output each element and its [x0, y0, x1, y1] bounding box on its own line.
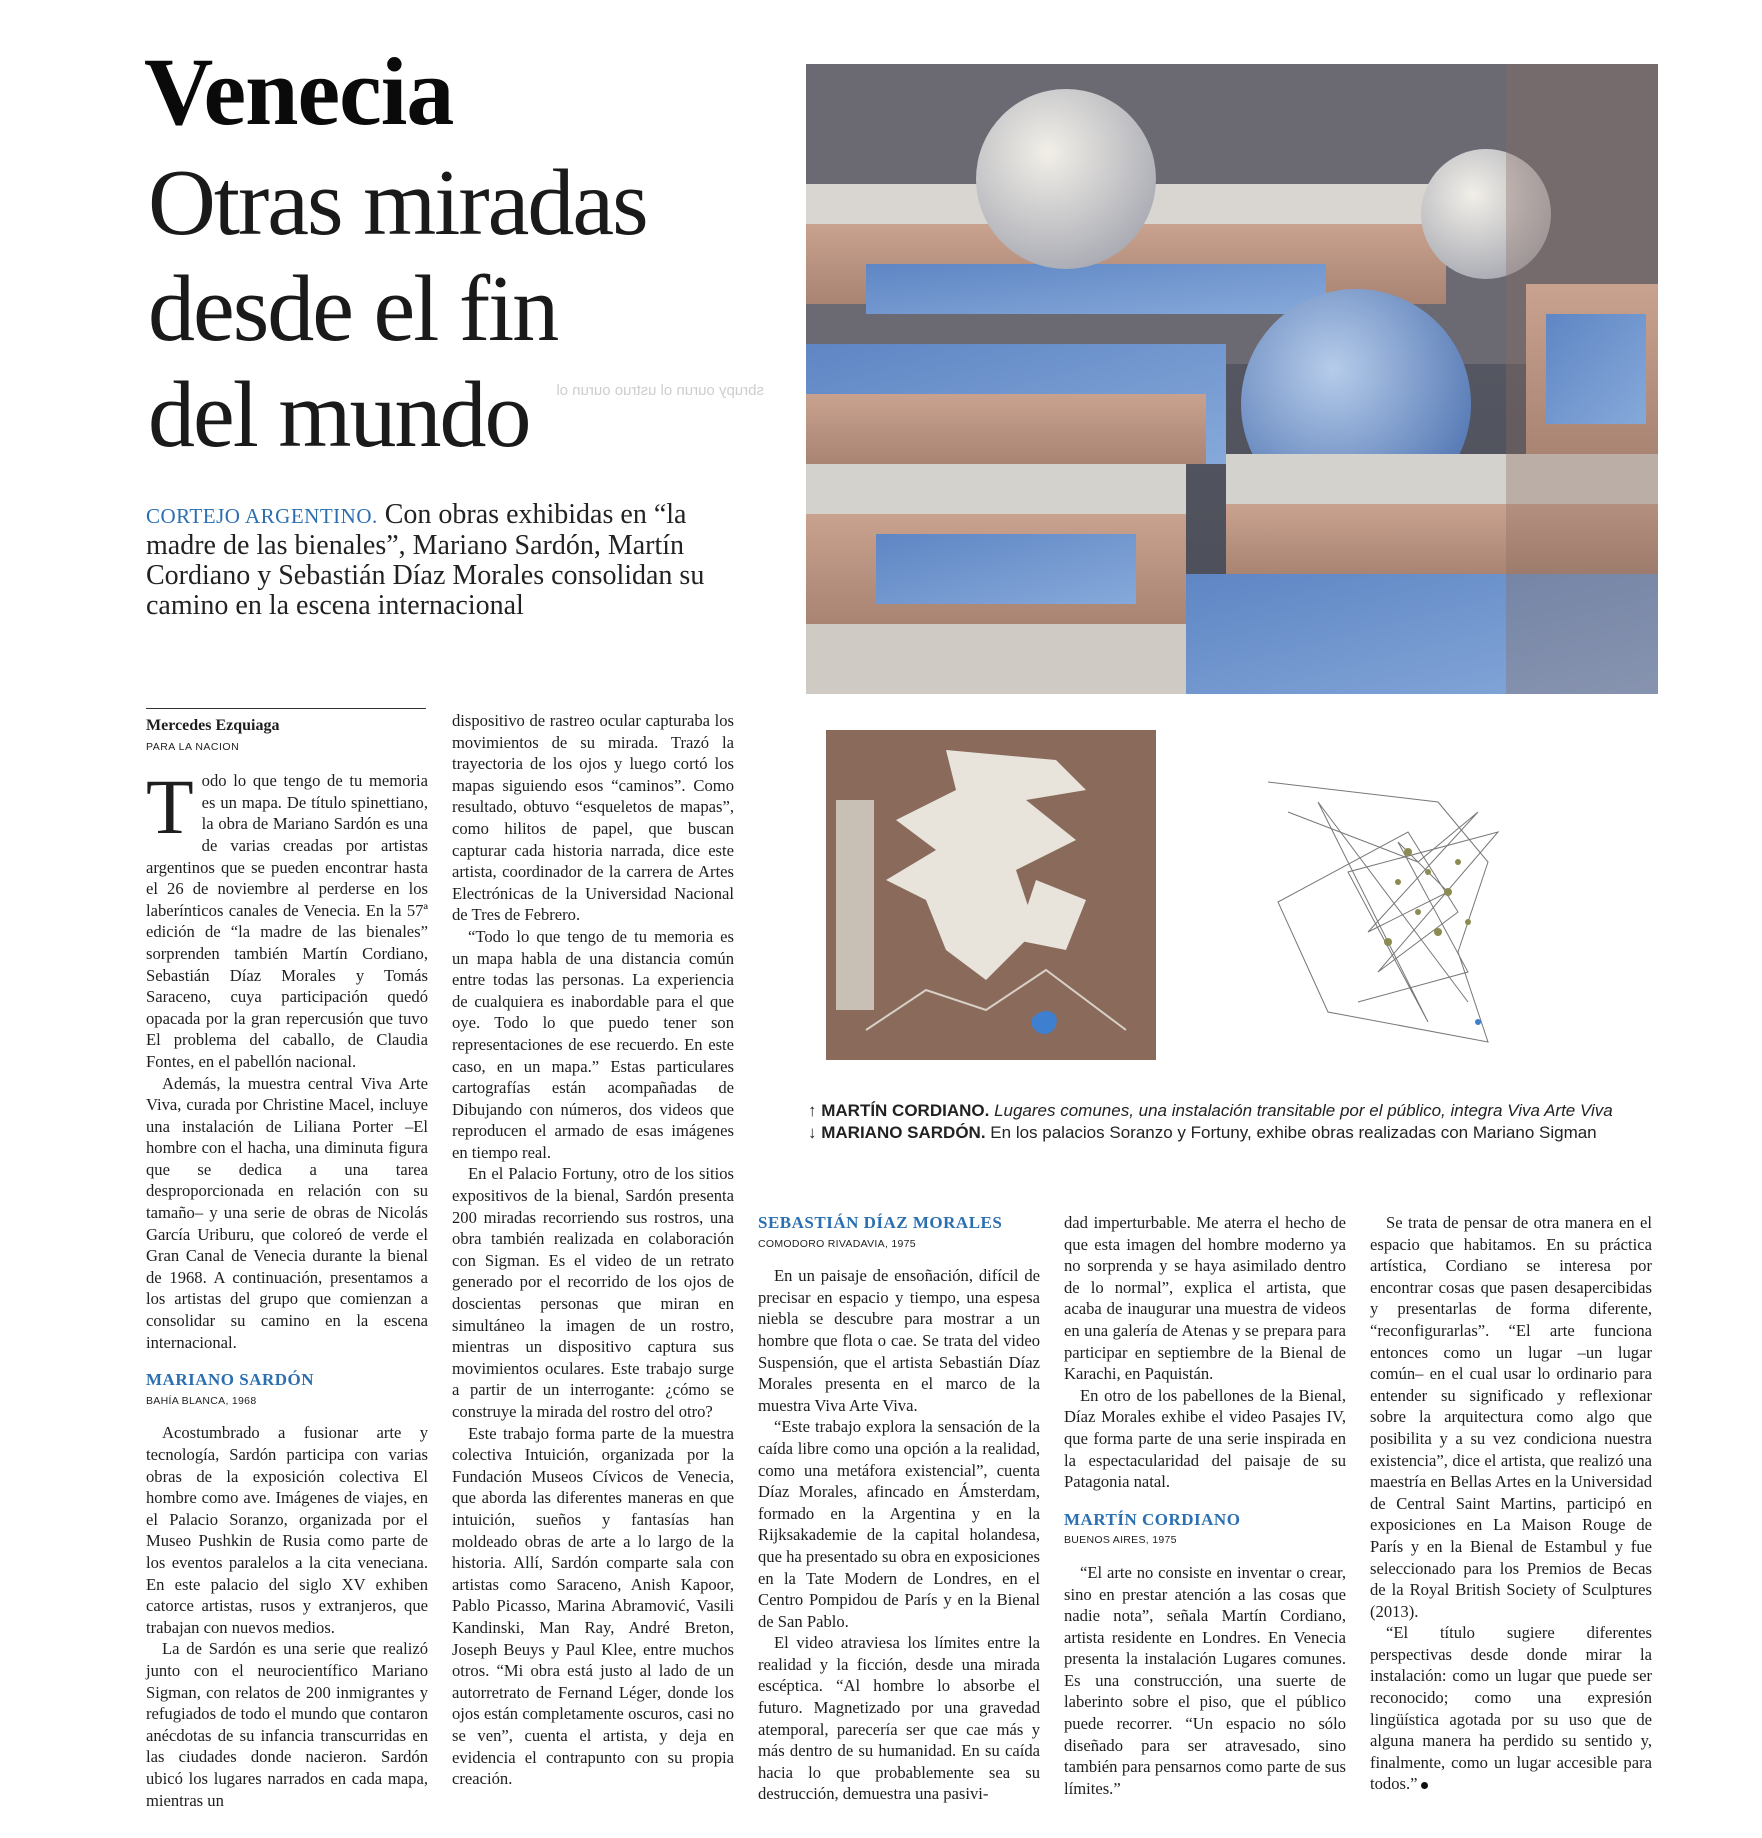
caption-sardon [808, 1122, 1688, 1144]
col4-p2: En otro de los pabellones de la Bienal, Díaz Morales exhibe el video Pasajes IV, que forma parte de una serie inspirada en la espectacularidad del paisaje de su Patagonia natal. [1064, 1385, 1346, 1492]
deck-text: Con obras exhibidas en “la madre de las bienales”, Mariano Sardón, Martín Cordiano y Sebastián Díaz Morales consolidan su camino en la escena internacional [146, 499, 705, 621]
col4-p1: dad imperturbable. Me aterra el hecho de que esta imagen del hombre moderno ya no sorprenda y se haya asimilado dentro de lo normal”, explica el artista, que acaba de inaugurar una muestra de videos en una galería de Atenas y se prepara para participar en septiembre de la Bienal de Karachi, en Paquistán. [1064, 1213, 1346, 1384]
section-heading-diaz-morales: SEBASTIÁN DÍAZ MORALES [758, 1213, 1003, 1232]
headline-line-2: desde el fin [148, 257, 558, 361]
photo-lugares-comunes [806, 64, 1658, 694]
col3-p2: “Este trabajo explora la sensación de la caída libre como una opción a la realidad, como una metáfora existencial”, cuenta Díaz Morales, afincado en Ámsterdam, formado en la Argentina y en la Rijksakademie de la capital holandesa, que ha presentado su obra en exposiciones en la Tate Modern de Londres, en el Centro Pompidou de París y en la Bienal de San Pablo. [758, 1417, 1041, 1631]
caption-sardon-name: ↓ MARIANO SARDÓN. [808, 1123, 986, 1142]
col1-p2: Además, la muestra central Viva Arte Viva, curada por Christine Macel, incluye una instalación de Liliana Porter –El hombre con el hacha, una diminuta figura que se dedica a una tarea desproporcionada en relación con su tamaño– y una serie de obras de Nicolás García Uriburu, que coloreó de verde el Gran Canal de Venecia durante la bienal de 1968. A continuación, presentamos a los artistas del grupo que comienzan a consolidar su camino en la escena internacional. [146, 1073, 428, 1352]
end-mark-icon [1421, 1782, 1428, 1789]
section-sub-cordiano: BUENOS AIRES, 1975 [1064, 1534, 1177, 1547]
lead-paragraph [146, 763, 428, 1072]
column-3 [758, 1212, 1040, 1805]
drop-cap: T [146, 763, 194, 851]
caption-sardon-text: En los palacios Soranzo y Fortuny, exhibe obras realizadas con Mariano Sigman [990, 1123, 1597, 1142]
headline-line-3: del mundo [148, 363, 530, 467]
col2-p1: dispositivo de rastreo ocular capturaba los movimientos de su mirada. Trazó la trayectoria de los ojos y luego cortó los mapas siguiendo esos “caminos”. Como resultado, obtuvo “esqueletos de mapas”, como hilitos de papel, que buscan capturar cada historia narrada, dice este artista, coordinador de la carrera de Artes Electrónicas de la Universidad Nacional de Tres de Febrero. [452, 711, 734, 925]
deck-label: CORTEJO ARGENTINO. [146, 504, 378, 528]
photo-sardon-map [826, 730, 1156, 1060]
deck [146, 500, 706, 621]
byline-credit: PARA LA NACION [146, 740, 240, 753]
col5-p1: Se trata de pensar de otra manera en el espacio que habitamos. En su práctica artística, Cordiano se interesa por encontrar cosas que pasen desapercibidas y presentarlas de forma diferente, “reconfigurarlas”. “El arte funciona entonces como un lugar –un lugar común– en el cual usar lo ordinario para entender su significado y reflexionar sobre la arquitectura como algo que posibilita y a su vez condiciona nuestra existencia”, dice el artista, que realizó una maestría en Bellas Artes en la Universidad de Central Saint Martins, participó en exposiciones en La Maison Rouge de París y en la Bienal de Estambul y fue seleccionado para los Premios de Becas de la Royal British Society of Sculptures (2013). [1370, 1213, 1653, 1621]
headline-line-1: Otras miradas [148, 151, 647, 255]
col2-p2: “Todo lo que tengo de tu memoria es un mapa habla de una distancia común entre todas las personas. La experiencia de cualquiera es inabordable para el que oye. Todo lo que puedo tener son representaciones de ese recuerdo. En este caso, en un mapa.” Estas particulares cartografías están acompañadas de Dibujando con números, dos videos que reproducen el armado de esas imágenes en tiempo real. [452, 926, 734, 1162]
col4-p3: “El arte no consiste en inventar o crear, sino en prestar atención a las cosas que nadie nota”, señala Martín Cordiano, artista residente en Londres. En Venecia presenta la instalación Lugares comunes. Es una construcción, una suerte de laberinto sobre el piso, que el público puede recorrer. “Un espacio no sólo diseñado para ser atravesado, sino también para pensarnos como parte de sus límites.” [1064, 1562, 1346, 1798]
byline-rule [146, 708, 426, 709]
section-sub-sardon: BAHÍA BLANCA, 1968 [146, 1394, 257, 1407]
col3-p1: En un paisaje de ensoñación, difícil de precisar en espacio y tiempo, una espesa niebla se descubre para mostrar a un hombre que flota o cae. Se trata del video Suspensión, que el artista Sebastián Díaz Morales presenta en el marco de la muestra Viva Arte Viva. [758, 1266, 1040, 1415]
bleed-through-text: sbrupy ourun ol ustruo ourun ol [556, 382, 764, 399]
photo-sardon-trace [1258, 772, 1588, 1052]
col1-p4: La de Sardón es una serie que realizó junto con el neurocientífico Mariano Sigman, con relatos de 200 inmigrantes y refugiados de todo el mundo que contaron anécdotas de su infancia transcurridas en las ciudades donde nacieron. Sardón ubicó los lugares narrados en cada mapa, mientras un [146, 1639, 428, 1810]
col1-p1: odo lo que tengo de tu memoria es un mapa. De título spinettiano, la obra de Mariano Sardón es una de varias creadas por artistas argentinos que se pueden encontrar hasta el 26 de noviembre al perderse en los laberínticos canales de Venecia. En la 57ª edición de “la madre de las bienales” sorprenden también Martín Cordiano, Sebastián Díaz Morales y Tomás Saraceno, cuya participación quedó opacada por la gran repercusión que tuvo El problema del caballo, de Claudia Fontes, en el pabellón nacional. [146, 771, 428, 1071]
col2-p4: Este trabajo forma parte de la muestra colectiva Intuición, organizada por la Fundación Museos Cívicos de Venecia, que aborda las diferentes maneras en que intuición, sueños y fantasías han moldeado obras de arte a lo largo de la historia. Allí, Sardón comparte sala con artistas como Saraceno, Anish Kapoor, Pablo Picasso, Marina Abramović, Vasili Kandinski, Man Ray, André Breton, Joseph Beuys y Paul Klee, entre muchos otros. “Mi obra está justo al lado de un autorretrato de Fernand Léger, donde los ojos están completamente oscuros, casi no se ven”, cuenta el artista, y deja en evidencia el contrapunto con su propia creación. [452, 1423, 734, 1789]
section-heading-cordiano: MARTÍN CORDIANO [1064, 1509, 1241, 1529]
col5-p2 [1370, 1622, 1652, 1795]
section-sub-diaz-morales: COMODORO RIVADAVIA, 1975 [758, 1237, 916, 1250]
col1-p3: Acostumbrado a fusionar arte y tecnología, Sardón participa con varias obras de la exposición colectiva El hombre como ave. Imágenes de viajes, en el Palacio Soranzo, organizada por el Museo Pushkin de Rusia como parte de los eventos paralelos a la cita veneciana. En este palacio del siglo XV exhiben catorce artistas, rusos y extranjeros, que trabajan con nuevos medios. [146, 1423, 428, 1637]
byline-name: Mercedes Ezquiaga [146, 717, 280, 734]
col2-p3: En el Palacio Fortuny, otro de los sitios expositivos de la bienal, Sardón presenta 200 miradas recorriendo sus rostros, una obra también realizada en colaboración con Sigman. Es el video de un retrato generado por el recorrido de los ojos de doscientas personas que miran en simultáneo la imagen de un rostro, mientras un dispositivo captura sus movimientos oculares. Este trabajo surge a partir de un interrogante: ¿cómo se construye la mirada del rostro del otro? [452, 1164, 734, 1421]
kicker: Venecia [144, 38, 454, 145]
col5-p2-text: “El título sugiere diferentes perspectivas desde donde mirar la instalación: como un lugar que puede ser reconocido; como una expresión lingüística agotada por su uso que de alguna manera ha perdido su sentido y, finalmente, como un lugar accesible para todos.” [1370, 1623, 1652, 1794]
col3-p3: El video atraviesa los límites entre la realidad y la ficción, desde una mirada escéptica. “Al hombre lo absorbe el futuro. Magnetizado por una gravedad atemporal, parecería ser que cae más y más dentro de su humanidad. En su caída hacia lo que probablemente sea su destrucción, demuestra una pasivi- [758, 1633, 1040, 1804]
caption-cordiano-name: ↑ MARTÍN CORDIANO. [808, 1101, 990, 1120]
column-2 [452, 710, 734, 1790]
column-5 [1370, 1212, 1652, 1795]
caption-cordiano [808, 1100, 1688, 1122]
caption-cordiano-text: Lugares comunes, una instalación transitable por el público, integra Viva Arte Viva [994, 1101, 1613, 1120]
section-heading-sardon: MARIANO SARDÓN [146, 1370, 315, 1390]
column-1 [146, 708, 428, 1811]
column-4 [1064, 1212, 1346, 1799]
